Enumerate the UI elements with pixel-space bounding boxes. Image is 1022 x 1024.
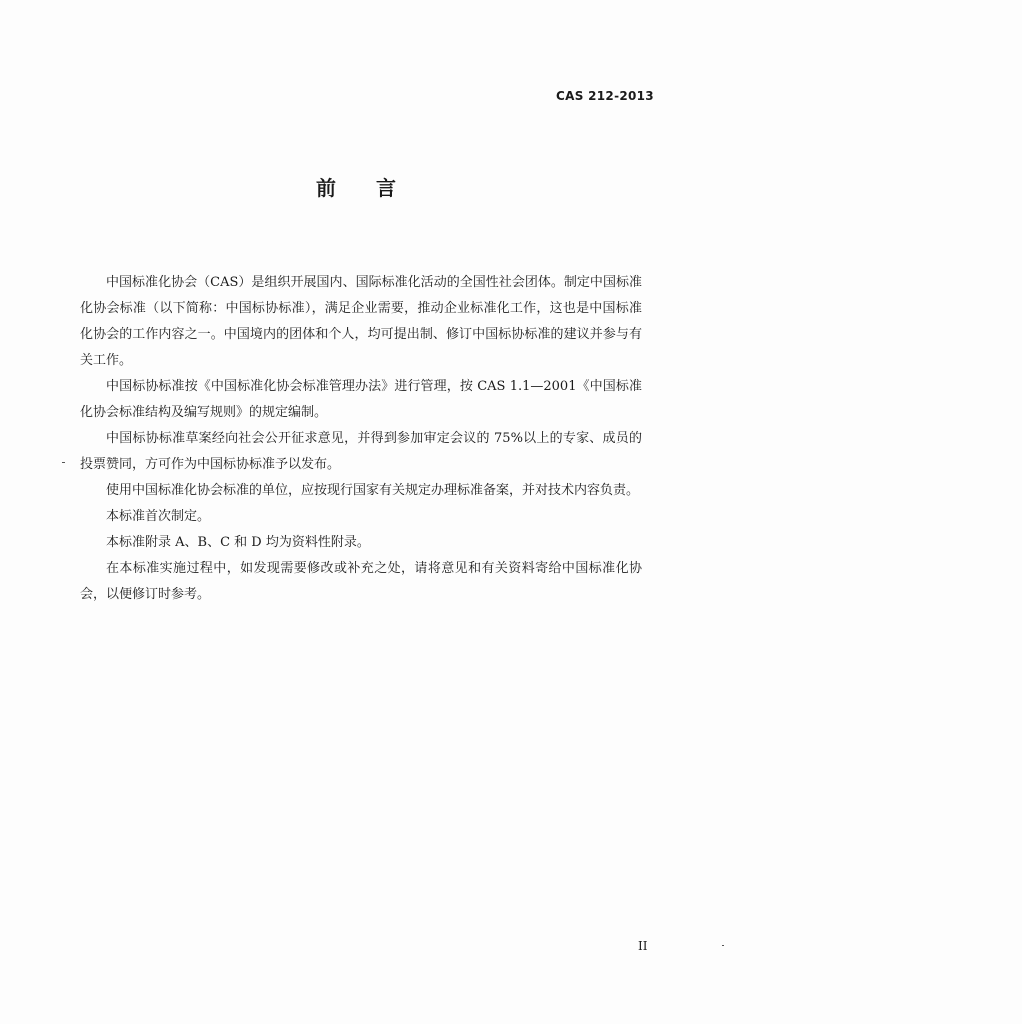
foreword-body xyxy=(80,270,642,608)
paragraph: 本标准附录 A、B、C 和 D 均为资料性附录。 xyxy=(106,535,370,550)
page-number: II xyxy=(638,939,648,953)
paragraph: 使用中国标准化协会标准的单位，应按现行国家有关规定办理标准备案，并对技术内容负责。 xyxy=(106,483,640,498)
scan-speck xyxy=(722,945,724,946)
paragraph: 中国标准化协会（CAS）是组织开展国内、国际标准化活动的全国性社会团体。制定中国标准化协会标准（以下简称：中国标协标准），满足企业需要，推动企业标准化工作，这也是中国标准化协会的工作内容之一。中国境内的团体和个人，均可提出制、修订中国标协标准的建议并参与有关工作。 xyxy=(80,275,642,368)
paragraph: 在本标准实施过程中，如发现需要修改或补充之处，请将意见和有关资料寄给中国标准化协会，以便修订时参考。 xyxy=(80,561,642,602)
scan-speck xyxy=(62,462,65,463)
standard-code: CAS 212-2013 xyxy=(556,89,654,103)
paragraph: 本标准首次制定。 xyxy=(106,509,211,524)
page-title: 前言 xyxy=(316,176,436,200)
paragraph: 中国标协标准按《中国标准化协会标准管理办法》进行管理，按 CAS 1.1—2001《中国标准化协会标准结构及编写规则》的规定编制。 xyxy=(80,379,642,420)
paragraph: 中国标协标准草案经向社会公开征求意见，并得到参加审定会议的 75%以上的专家、成员的投票赞同，方可作为中国标协标准予以发布。 xyxy=(80,431,642,472)
